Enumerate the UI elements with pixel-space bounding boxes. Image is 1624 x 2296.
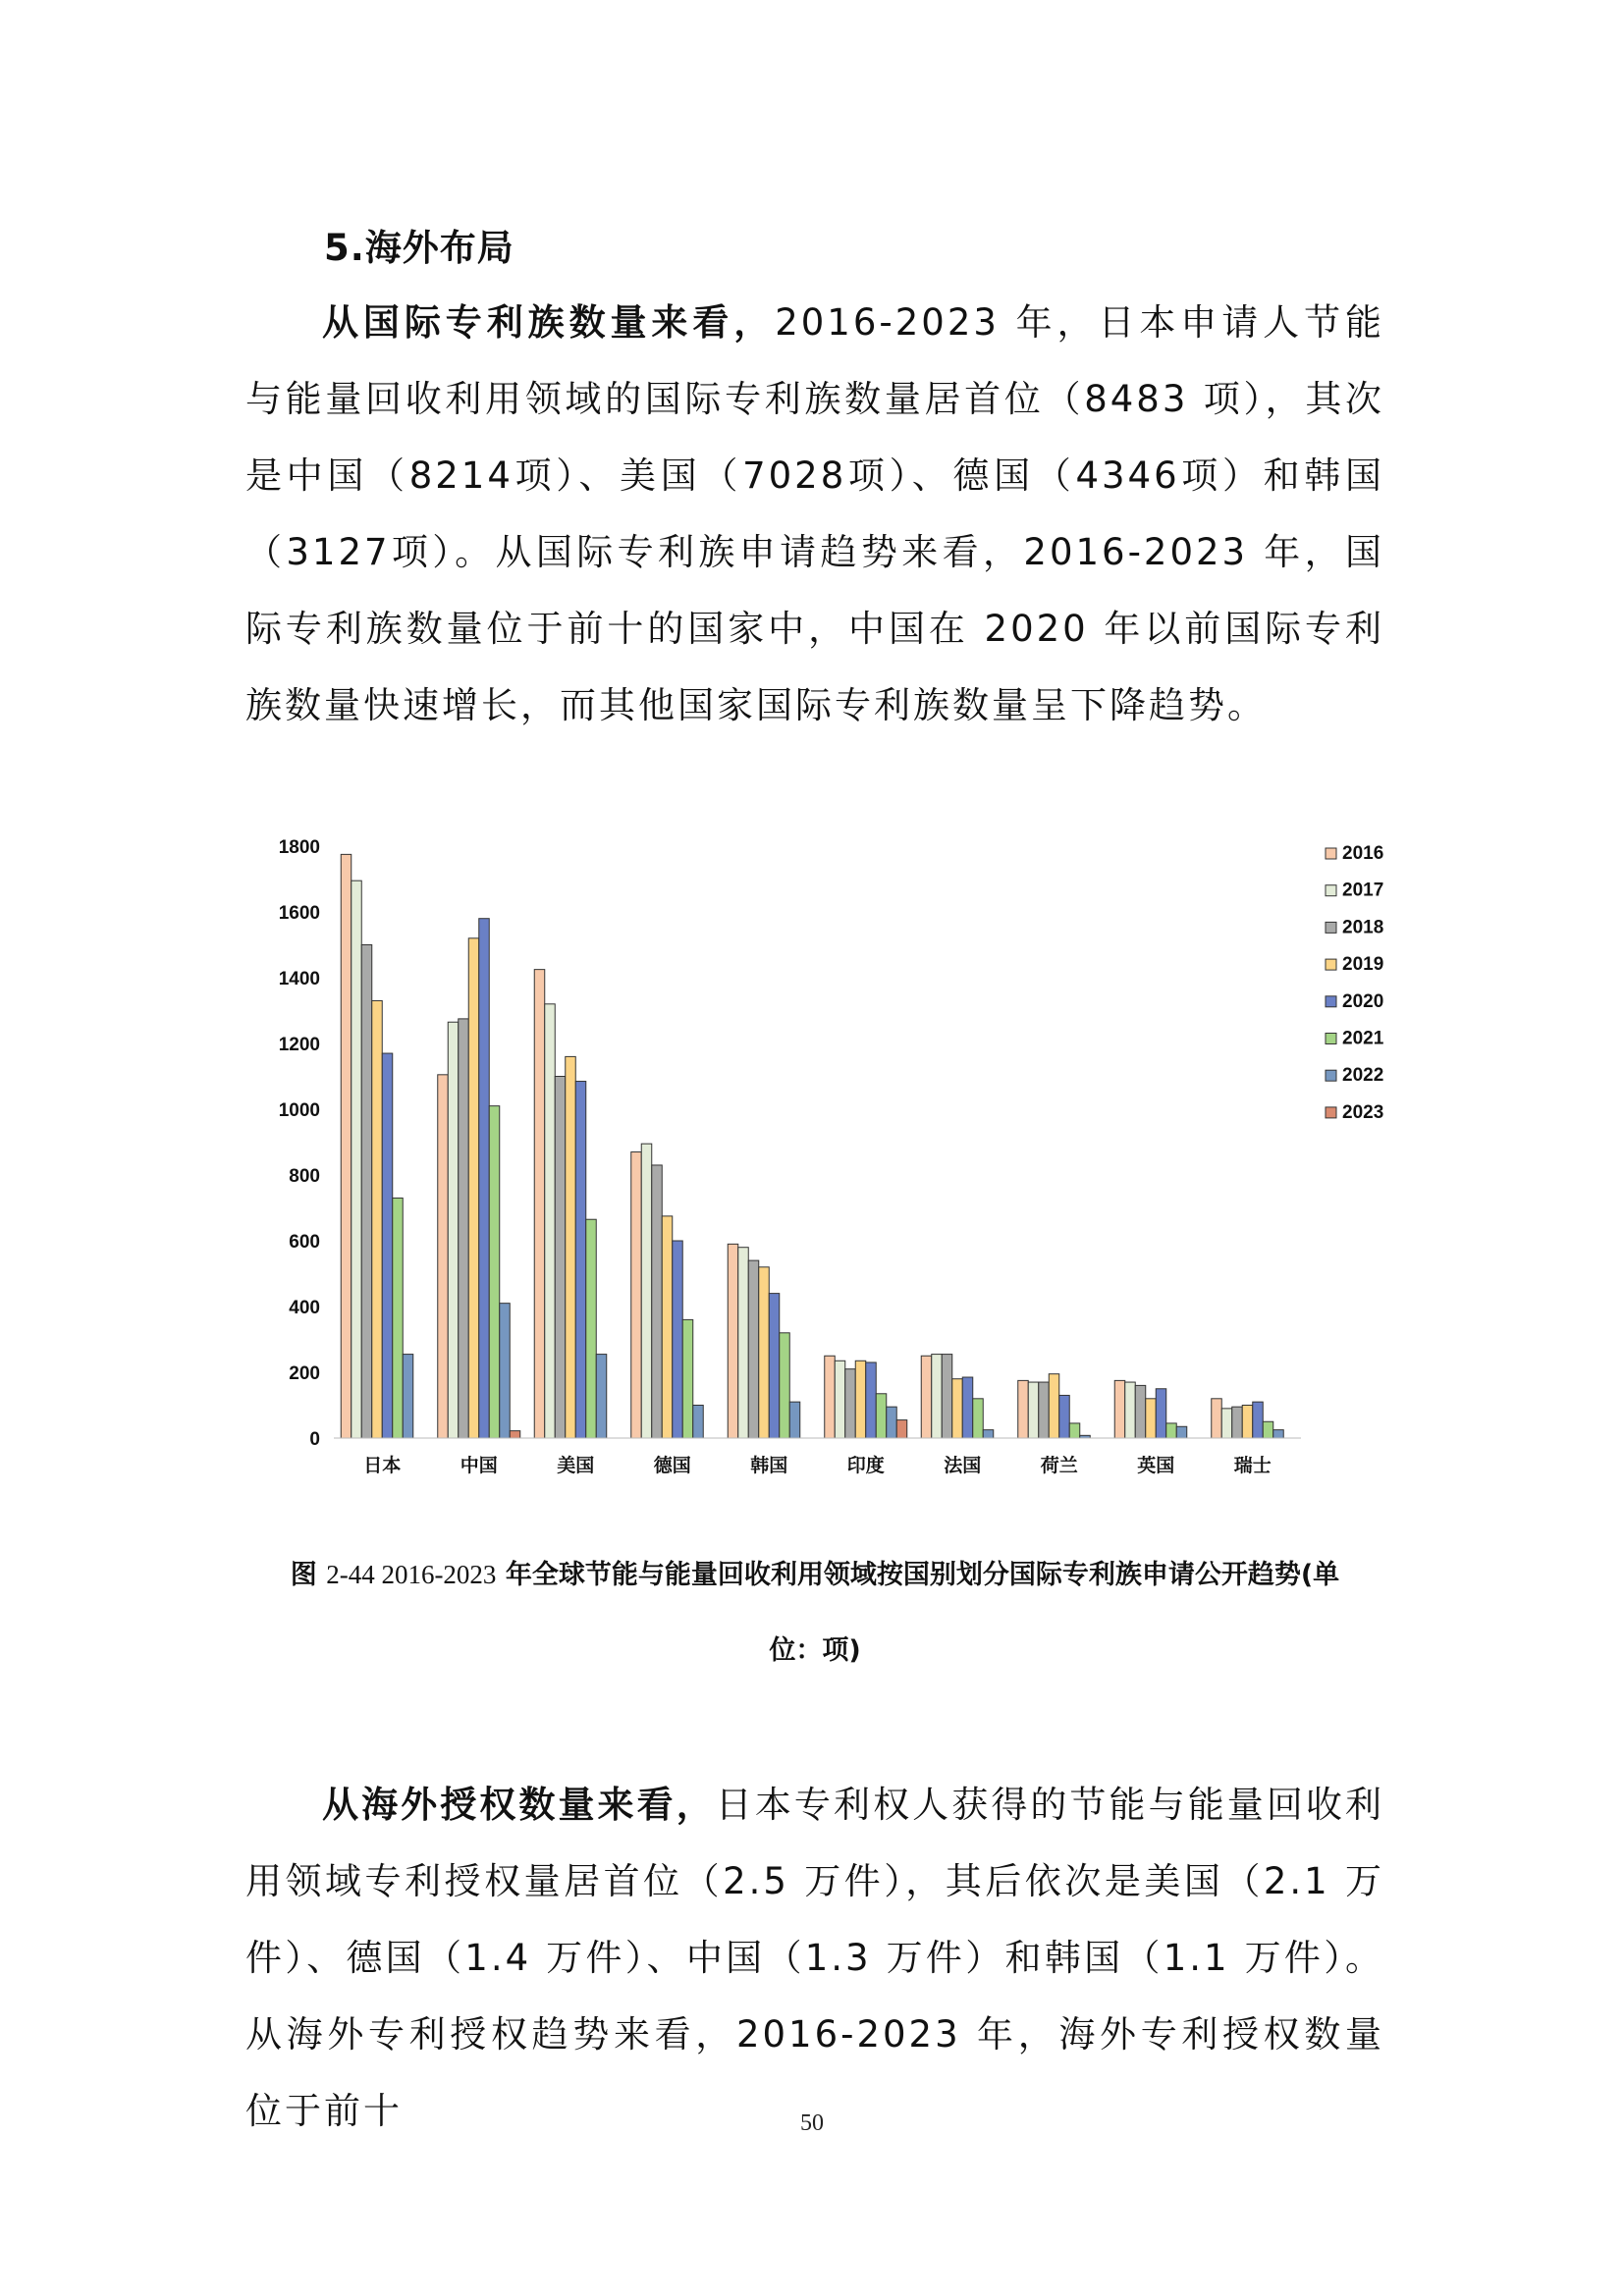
y-tick-label: 1800: [278, 837, 320, 858]
bar-2016: [1212, 1399, 1222, 1438]
bar-2020: [866, 1362, 877, 1438]
page-number: 50: [800, 2110, 824, 2136]
legend-label: 2019: [1342, 954, 1384, 976]
legend-label: 2022: [1342, 1065, 1384, 1087]
bar-2016: [341, 854, 352, 1438]
bar-2020: [769, 1294, 780, 1438]
bar-2018: [748, 1260, 759, 1438]
y-tick-label: 400: [289, 1298, 320, 1318]
bar-2023: [510, 1431, 520, 1438]
bar-2017: [1125, 1382, 1136, 1438]
y-tick-label: 600: [289, 1232, 320, 1253]
bar-2020: [575, 1082, 586, 1438]
bar-2016: [921, 1356, 932, 1438]
bar-2017: [641, 1144, 652, 1438]
bar-chart: [265, 820, 1404, 1497]
bar-2019: [372, 1000, 383, 1438]
bar-2020: [382, 1053, 393, 1438]
caption-prefix: 图: [290, 1560, 327, 1590]
bar-2018: [1135, 1385, 1146, 1438]
bar-2022: [887, 1407, 897, 1438]
y-tick-label: 0: [309, 1429, 320, 1450]
y-tick-label: 200: [289, 1363, 320, 1384]
bar-2017: [448, 1022, 459, 1438]
bar-2016: [1018, 1380, 1029, 1438]
legend-label: 2023: [1342, 1101, 1384, 1123]
bar-2021: [586, 1219, 597, 1438]
legend-swatch: [1326, 1070, 1336, 1081]
bar-2017: [835, 1361, 845, 1438]
bar-2019: [566, 1056, 576, 1438]
bar-2022: [983, 1430, 994, 1438]
figure-caption-line2: 位：项): [769, 1635, 861, 1666]
y-tick-label: 1000: [278, 1100, 320, 1121]
bar-2021: [393, 1198, 404, 1438]
legend-swatch: [1326, 1034, 1336, 1044]
bar-2019: [1242, 1406, 1253, 1439]
bar-2022: [403, 1355, 413, 1438]
bar-2018: [1039, 1382, 1050, 1438]
bar-2018: [1232, 1407, 1243, 1438]
bar-2017: [1221, 1409, 1232, 1438]
bar-2020: [1253, 1402, 1264, 1438]
x-tick-label: 德国: [653, 1455, 691, 1476]
bar-2016: [438, 1075, 449, 1438]
y-axis: [279, 837, 320, 1450]
x-tick-label: 日本: [363, 1455, 402, 1476]
chart-svg: [265, 820, 1404, 1497]
y-tick-label: 800: [289, 1166, 320, 1187]
bar-2021: [489, 1106, 500, 1438]
bar-2020: [479, 919, 490, 1438]
x-tick-label: 英国: [1137, 1455, 1175, 1476]
bar-2021: [1263, 1421, 1273, 1438]
bar-2019: [468, 938, 479, 1438]
bar-2022: [500, 1304, 511, 1438]
bar-2020: [1059, 1395, 1070, 1438]
paragraph-lead: 从国际专利族数量来看，: [322, 301, 776, 344]
bar-2018: [845, 1369, 856, 1438]
x-axis: [334, 1438, 1301, 1476]
bar-2016: [825, 1356, 836, 1438]
paragraph-body: 2016-2023 年，日本申请人节能与能量回收利用领域的国际专利族数量居首位（8483 项），其次是中国（8214项）、美国（7028项）、德国（4346项）和韩国（3127项）。从国际专利族申请趋势来看，2016-2023 年，国际专利族数量位于前十的国家中，中国在 2020 年以前国际专利族数量快速增长，而其他国家国际专利族数量呈下降趋势。: [245, 301, 1385, 726]
bar-2020: [1156, 1389, 1166, 1438]
caption-text: 年全球节能与能量回收利用领域按国别划分国际专利族申请公开趋势(单: [496, 1560, 1340, 1590]
bar-2018: [459, 1019, 469, 1438]
bar-2016: [534, 970, 545, 1438]
bar-2021: [876, 1394, 887, 1438]
legend-label: 2021: [1342, 1028, 1384, 1049]
bar-2018: [361, 945, 372, 1439]
bar-2017: [932, 1355, 943, 1438]
x-tick-label: 法国: [944, 1455, 982, 1476]
bar-2019: [855, 1361, 866, 1438]
caption-number: 2-44 2016-2023: [326, 1560, 497, 1589]
legend-swatch: [1326, 996, 1336, 1007]
bar-2021: [973, 1399, 984, 1438]
figure-caption-line1: [245, 1536, 1384, 1614]
bar-2021: [780, 1333, 790, 1438]
bar-2022: [693, 1406, 704, 1439]
bar-2016: [631, 1152, 642, 1438]
bar-2022: [1176, 1426, 1187, 1438]
bar-2018: [652, 1165, 663, 1438]
bar-2017: [738, 1248, 749, 1438]
bar-2022: [789, 1402, 800, 1438]
bar-2020: [962, 1377, 973, 1438]
bar-2019: [1146, 1399, 1157, 1438]
bar-2018: [555, 1077, 566, 1439]
bar-2017: [545, 1004, 556, 1438]
bar-2021: [1166, 1423, 1177, 1438]
legend-swatch: [1326, 1107, 1336, 1118]
bar-2019: [1049, 1374, 1059, 1438]
section-heading: 5.海外布局: [324, 227, 514, 269]
y-tick-label: 1200: [278, 1035, 320, 1055]
x-tick-label: 美国: [557, 1455, 595, 1476]
bar-2018: [942, 1355, 952, 1438]
legend-label: 2018: [1342, 917, 1384, 938]
bar-2022: [596, 1355, 607, 1438]
bar-2017: [1028, 1382, 1039, 1438]
paragraph-overseas-grants: [245, 1767, 1384, 2150]
legend-swatch: [1326, 959, 1336, 970]
x-tick-label: 印度: [846, 1455, 885, 1476]
bar-2016: [1114, 1380, 1125, 1438]
x-tick-label: 韩国: [750, 1455, 788, 1476]
y-tick-label: 1400: [278, 969, 320, 989]
legend-label: 2017: [1342, 880, 1384, 901]
legend-swatch: [1326, 922, 1336, 933]
bar-2019: [759, 1267, 770, 1438]
y-tick-label: 1600: [278, 903, 320, 924]
bar-2019: [662, 1216, 673, 1438]
x-tick-label: 中国: [460, 1455, 498, 1476]
bar-2021: [682, 1319, 693, 1438]
bar-2016: [728, 1244, 738, 1438]
paragraph-lead: 从海外授权数量来看，: [322, 1784, 716, 1826]
legend-swatch: [1326, 848, 1336, 859]
bar-2020: [673, 1241, 683, 1438]
bar-2023: [896, 1420, 907, 1438]
bar-2017: [352, 881, 362, 1438]
x-tick-label: 荷兰: [1040, 1455, 1078, 1476]
bars: [341, 854, 1283, 1438]
bar-2019: [952, 1379, 963, 1438]
legend-label: 2020: [1342, 990, 1384, 1012]
legend-swatch: [1326, 885, 1336, 896]
bar-2021: [1069, 1423, 1080, 1438]
paragraph-body: 日本专利权人获得的节能与能量回收利用领域专利授权量居首位（2.5 万件），其后依次是美国（2.1 万件）、德国（1.4 万件）、中国（1.3 万件）和韩国（1.1 万件）。从海外专利授权趋势来看，2016-2023 年，海外专利授权数量位于前十: [245, 1784, 1385, 2132]
bar-2022: [1273, 1430, 1284, 1438]
legend-label: 2016: [1342, 843, 1384, 864]
x-tick-label: 瑞士: [1233, 1455, 1272, 1476]
legend: [1326, 843, 1384, 1123]
paragraph-international-patent-families: [245, 285, 1384, 744]
